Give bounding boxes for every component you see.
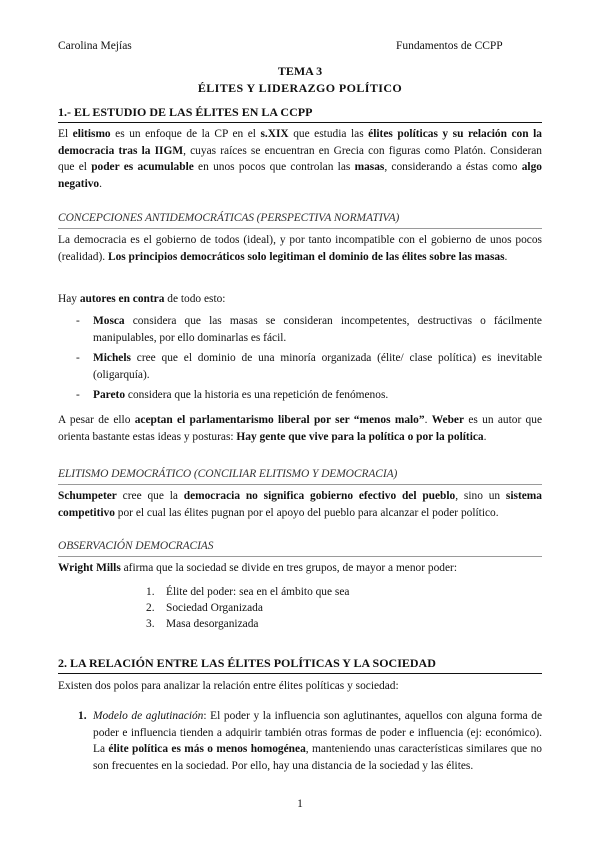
bullet-michels: Michels cree que el dominio de una minoría organizada (élite/ clase política) es inevitable (oligarquía). (93, 352, 542, 381)
list-number: 3. (146, 618, 155, 630)
bullet-dash: - (76, 315, 80, 327)
aglutination-model-item: Modelo de aglutinación: El poder y la influencia son aglutinantes, aquellos con alguna forma de poder e influencia tienden a adquirir también otras formas de poder e influencia (ej: económico). La élite política es más o menos homogénea, manteniendo unas características similares que no son frecuentes en la sociedad. Por ello, hay una distancia de la sociedad y las élites. (93, 710, 543, 772)
list-item: Masa desorganizada (166, 618, 259, 630)
section-2-heading: 2. LA RELACIÓN ENTRE LAS ÉLITES POLÍTICAS Y LA SOCIEDAD (58, 655, 542, 674)
list-number: 2. (146, 602, 155, 614)
bullet-dash: - (76, 352, 80, 364)
list-number: 1. (146, 586, 155, 598)
list-item: Sociedad Organizada (166, 602, 263, 614)
bullet-dash: - (76, 389, 80, 401)
antidemocratic-paragraph: La democracia es el gobierno de todos (ideal), y por tanto incompatible con el gobierno de unos pocos (realidad). Los principios democráticos solo legitiman el dominio de las élites sobre las masas. (58, 234, 542, 263)
subsection-democratic-elitism-heading: ELITISMO DEMOCRÁTICO (CONCILIAR ELITISMO Y DEMOCRACIA) (58, 466, 542, 485)
weber-paragraph: A pesar de ello aceptan el parlamentarismo liberal por ser “menos malo”. Weber es un autor que orienta bastante estas ideas y posturas: Hay gente que vive para la política o por la política. (58, 414, 543, 443)
header-author: Carolina Mejías (58, 40, 132, 52)
header-subject: Fundamentos de CCPP (396, 40, 503, 52)
subsection-antidemocratic-heading: CONCEPCIONES ANTIDEMOCRÁTICAS (PERSPECTIVA NORMATIVA) (58, 210, 542, 229)
schumpeter-paragraph: Schumpeter cree que la democracia no significa gobierno efectivo del pueblo, sino un sistema competitivo por el cual las élites pugnan por el apoyo del pueblo para alcanzar el poder político. (58, 490, 542, 519)
authors-against-paragraph: Hay autores en contra de todo esto: (58, 293, 226, 305)
subsection-observation-heading: OBSERVACIÓN DEMOCRACIAS (58, 538, 542, 557)
numbered-item-number: 1. (78, 710, 87, 722)
section-1-intro: El elitismo es un enfoque de la CP en el s.XIX que estudia las élites políticas y su relación con la democracia tras la IIGM, cuyas raíces se encuentran en Grecia con figuras como Platón. Consideran que el poder es acumulable en unos pocos que controlan las masas, considerando a éstas como algo negativo. (58, 128, 542, 190)
bullet-mosca: Mosca considera que las masas se consideran incompetentes, destructivas o fácilmente manipulables, por ello dominarlas es fácil. (93, 315, 542, 344)
list-item: Élite del poder: sea en el ámbito que sea (166, 586, 350, 598)
bullet-pareto: Pareto considera que la historia es una repetición de fenómenos. (93, 389, 389, 401)
section-1-heading: 1.- EL ESTUDIO DE LAS ÉLITES EN LA CCPP (58, 104, 542, 123)
page-number: 1 (297, 798, 303, 810)
section-2-intro: Existen dos polos para analizar la relación entre élites políticas y sociedad: (58, 680, 399, 692)
wright-mills-paragraph: Wright Mills afirma que la sociedad se divide en tres grupos, de mayor a menor poder: (58, 562, 457, 574)
topic-title: ÉLITES Y LIDERAZGO POLÍTICO (197, 81, 403, 95)
topic-number: TEMA 3 (277, 64, 323, 78)
